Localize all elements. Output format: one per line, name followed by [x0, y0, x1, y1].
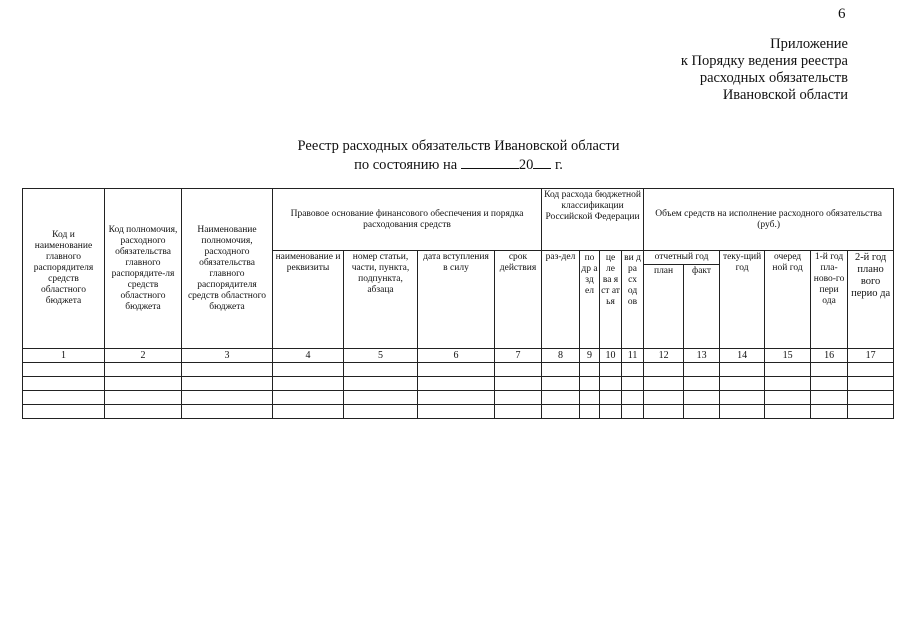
header-plan: план: [644, 265, 684, 349]
header-legal-basis: Правовое основание финансового обеспечения и порядка расходования средств: [273, 189, 542, 251]
header-code-section: раз-дел: [542, 251, 580, 349]
column-number: 16: [811, 349, 848, 363]
title-line-2: [298, 155, 620, 174]
column-number: 11: [622, 349, 644, 363]
header-plan-year-1: 1-й год пла-ново-го пери ода: [811, 251, 848, 349]
appendix-line: Ивановской области: [722, 87, 848, 103]
appendix-line: к Порядку ведения реестра: [680, 53, 848, 69]
column-number: 4: [273, 349, 344, 363]
empty-row: [23, 391, 894, 405]
header-volume: Объем средств на исполнение расходного обязательства (руб.): [644, 189, 894, 251]
column-number: 8: [542, 349, 580, 363]
column-number: 14: [720, 349, 765, 363]
column-numbers-row: [23, 349, 894, 363]
title-date-suffix: г.: [554, 157, 563, 173]
title-date-prefix: по состоянию на: [354, 157, 458, 173]
header-legal-name: наименование и реквизиты: [273, 251, 344, 349]
header-legal-term: срок действия: [495, 251, 542, 349]
column-number: 7: [495, 349, 542, 363]
header-code-type: ви д ра сх од ов: [622, 251, 644, 349]
year-prefix: 20: [518, 157, 534, 173]
appendix-line: расходных обязательств: [699, 70, 848, 86]
empty-row: [23, 363, 894, 377]
document-title: [0, 138, 905, 174]
column-number: 1: [23, 349, 105, 363]
empty-row: [23, 377, 894, 391]
column-number: 17: [848, 349, 894, 363]
header-code-target: це ле ва я ст ат ья: [600, 251, 622, 349]
header-reporting-year: отчетный год: [644, 251, 720, 265]
header-current-year: теку-щий год: [720, 251, 765, 349]
registry-table: [22, 188, 894, 419]
column-number: 5: [344, 349, 418, 363]
title-line-1: Реестр расходных обязательств Ивановской области: [297, 138, 620, 154]
empty-row: [23, 405, 894, 419]
header-code-subsection: по др а зд ел: [580, 251, 600, 349]
appendix-line: Приложение: [770, 36, 848, 52]
year-blank: [533, 155, 551, 169]
column-number: 12: [644, 349, 684, 363]
appendix-header: [681, 36, 848, 104]
column-number: 9: [580, 349, 600, 363]
column-number: 13: [684, 349, 720, 363]
header-obligation-name: Наименование полномочия, расходного обязательства главного распорядителя средств областного бюджета: [182, 189, 273, 349]
column-number: 15: [765, 349, 811, 363]
header-budget-code: Код расхода бюджетной классификации Российской Федерации: [542, 189, 644, 251]
header-legal-article: номер статьи, части, пункта, подпункта, абзаца: [344, 251, 418, 349]
column-number: 2: [105, 349, 182, 363]
header-fact: факт: [684, 265, 720, 349]
header-legal-date: дата вступления в силу: [418, 251, 495, 349]
header-next-year: очеред ной год: [765, 251, 811, 349]
page-number: 6: [838, 6, 846, 22]
header-obligation-code: Код полномочия, расходного обязательства главного распорядите-ля средств областного бюджета: [105, 189, 182, 349]
date-blank: [461, 155, 519, 169]
header-plan-year-2: 2-й год плано вого перио да: [848, 251, 894, 349]
column-number: 6: [418, 349, 495, 363]
header-main-distributor: Код и наименование главного распорядителя средств областного бюджета: [23, 189, 105, 349]
column-number: 3: [182, 349, 273, 363]
column-number: 10: [600, 349, 622, 363]
